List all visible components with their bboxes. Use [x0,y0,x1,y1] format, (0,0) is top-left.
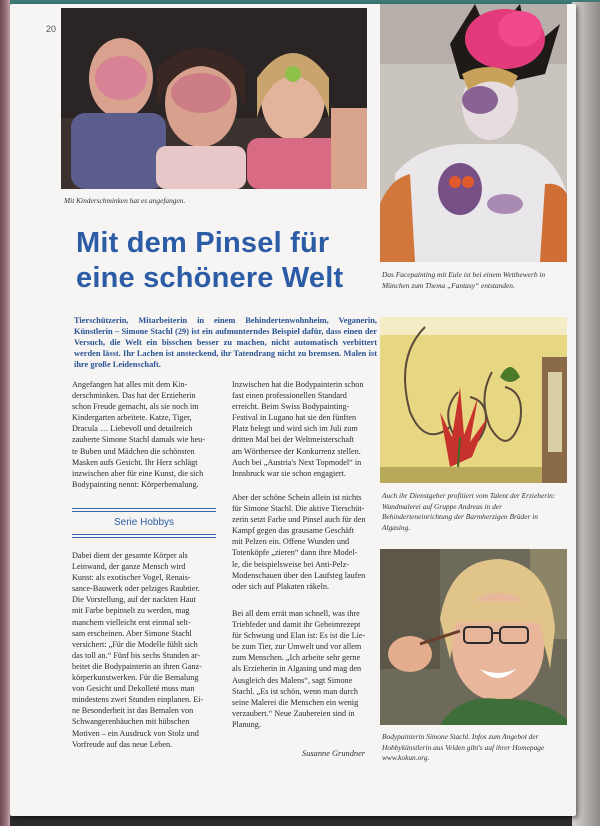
caption-portrait: Bodypainterin Simone Stachl. Infos zum Angebot der Hobbykünstlerin aus Velden gibt's auf ihrer Homepage www.kokun.org. [382,732,545,762]
article-author: Susanne Grundner [302,749,366,758]
caption-children: Mit Kinderschminken hat es angefangen. [64,196,186,205]
article-headline: Mit dem Pinsel für eine schönere Welt [76,227,344,294]
photo-simone-stachl-painting [380,549,567,725]
page-edge-right [572,2,600,826]
page-edge-left [0,0,10,826]
caption-owl: Das Facepainting mit Eule ist bei einem Wettbewerb in München zum Thema „Fantasy“ entstanden. [382,270,546,290]
series-box [72,508,216,538]
article-paragraph-1: Angefangen hat alles mit dem Kin- derschminken. Das hat der Erzieherin schon Freude gemacht, als sie noch im Kindergarten arbeitete. Katze, Tiger, Dracula … Liebevoll und detailreich zauberte Simone Stachl damals wie heu- te Buben und Mädchen die schönsten Masken aufs Gesicht. Ihr Herz schlägt inzwischen aber für eine Kunst, die sich Bodypainting nennt: Körperbemalung. [72,380,206,489]
series-label: Serie Hobbys [113,517,175,528]
caption-mural: Auch ihr Dienstgeber profitiert vom Talent der Erzieherin: Wandmalerei auf Gruppe Andreas in der Behinderteneinrichtung der Barmherzigen Brüder in Algasing. [382,491,556,532]
article-lead: Tierschützerin, Mitarbeiterin in einem Behindertenwohnheim, Veganerin, Künstlerin – Simone Stachl (29) ist ein aufmunterndes Beispiel dafür, dass einen der Versuch, die Welt ein bisschen besser zu machen, nicht automatisch verbittert werden lässt. Ihr Lachen ist ansteckend, ihr Tatendrang nicht zu bremsen. Malen ist ihre große Leidenschaft. [74,316,377,369]
article-paragraph-4: Aber der schöne Schein allein ist nichts für Simone Stachl. Die aktive Tierschüt- zerin setzt Farbe und Pinsel auch für den Kampf gegen das grausame Geschäft mit Pelzen ein. Offene Wunden und Totenköpfe „zieren“ dann ihre Model- le, die beispielsweise bei Anti-Pelz- Modenschauen über den Laufsteg laufen oder sich auf Plakaten räkeln. [232,493,366,591]
article-paragraph-5: Bei all dem errät man schnell, was ihre Triebfeder und damit ihr Geheimrezept für Schwung und Elan ist: Es ist die Lie- be zum Tier, zur Umwelt und vor allem zum Menschen. „Ich arbeite sehr gerne als Erzieherin in Algasing und mag den Ausgleich des Malens“, sagt Simone Stachl. „Es ist schön, wenn man durch seine Malerei die Menschen ein wenig verzaubert.“ Neue Zaubereien sind in Planung. [232,609,366,729]
magazine-page [10,4,576,816]
article-paragraph-3: Inzwischen hat die Bodypainterin schon fast einen professionellen Standard erreicht. Beim Swiss Bodypainting- Festival in Lugano hat sie den fünften Platz belegt und wird sich im Juli zum dritten Mal bei der Weltmeisterschaft am Wörthersee der Konkurrenz stellen. Auch bei „Austria's Next Topmodel“ in Innsbruck war sie schon engagiert. [232,380,364,478]
photo-wall-mural [380,317,567,483]
photo-children-facepaint [61,8,367,189]
page-number: 20 [46,24,57,34]
article-paragraph-2: Dabei dient der gesamte Körper als Leinwand, der ganze Mensch wird Kunst: als exotischer Vogel, Renais- sance-Bauwerk oder pelziges Raubtier. Die Vorstellung, auf der nackten Haut mit Farbe bepinselt zu werden, mag manchem vielleicht erst einmal selt- sam erscheinen. Aber Simone Stachl versichert: „Für die Modelle fühlt sich das toll an.“ Fünf bis sechs Stunden ar- beitet die Bodypainterin an ihren Ganz- körperkunstwerken. Für die Bemalung von Gesicht und Dekolleté muss man mindestens zwei Stunden einplanen. Ei- ne Besonderheit ist das Bemalen von Schwangerenbäuchen mit hübschen Motiven – ein Ausdruck von Stolz und Vorfreude auf das neue Leben. [72,551,204,749]
photo-owl-facepainting [380,4,567,262]
